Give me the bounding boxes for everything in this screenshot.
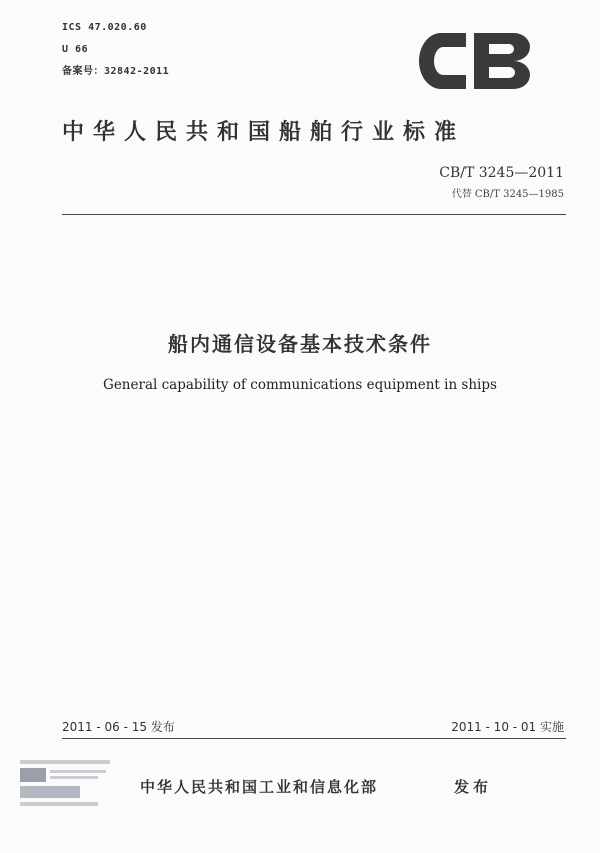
anti-counterfeit-sticker — [16, 758, 116, 818]
cb-logo — [408, 20, 538, 102]
issue-date: 2011 - 06 - 15 发布 — [62, 720, 175, 734]
issuing-authority: 中华人民共和国工业和信息化部 — [140, 778, 379, 796]
header-divider — [62, 214, 566, 215]
standard-number: CB/T 3245—2011 — [439, 165, 564, 181]
replaces-standard: 代替 CB/T 3245—1985 — [451, 189, 564, 200]
effective-date: 2011 - 10 - 01 实施 — [451, 720, 564, 734]
footer-divider — [62, 738, 566, 739]
ccs-code: U 66 — [62, 44, 89, 55]
document-title-cn: 船内通信设备基本技术条件 — [168, 332, 432, 356]
filing-number: 备案号：32842-2011 — [62, 66, 170, 77]
document-title-en: General capability of communications equipment in ships — [103, 377, 497, 393]
ics-code: ICS 47.020.60 — [62, 22, 147, 33]
standard-title: 中华人民共和国船舶行业标准 — [62, 120, 466, 145]
issue-label: 发布 — [454, 778, 493, 796]
